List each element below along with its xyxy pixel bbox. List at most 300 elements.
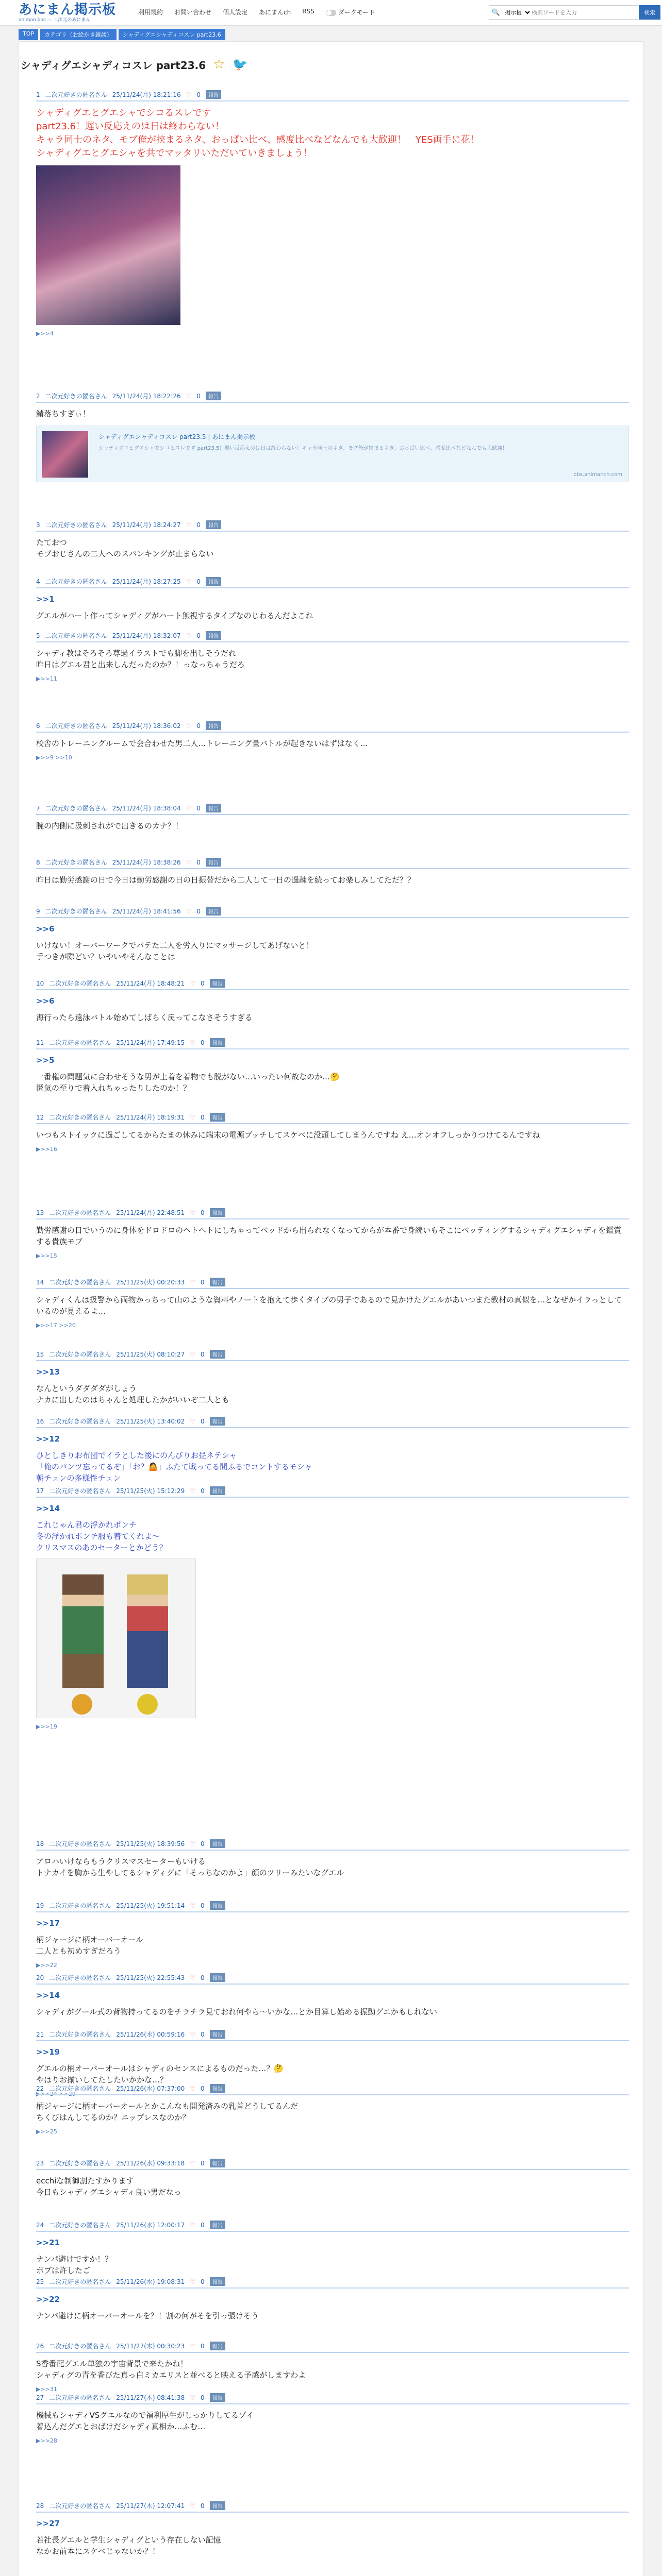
poster-name: 二次元好きの匿名さん <box>45 91 107 98</box>
report-button[interactable]: 報告 <box>206 90 221 99</box>
report-button[interactable]: 報告 <box>210 1417 225 1426</box>
post-item <box>36 2277 629 2321</box>
poster-name: 二次元好きの匿名さん <box>45 805 107 812</box>
report-button[interactable]: 報告 <box>210 2221 225 2229</box>
post-body: 柄ジャージに柄オーバーオール 二人とも初めすぎだろう <box>36 1935 144 1956</box>
like-heart-icon[interactable]: ♡ <box>186 91 192 98</box>
post-meta <box>36 1973 629 1985</box>
character-figure <box>62 1574 104 1688</box>
report-button[interactable]: 報告 <box>210 1973 225 1982</box>
post-meta <box>36 804 629 815</box>
post-meta <box>36 1038 629 1049</box>
post-date: 25/11/26(水) 07:37:00 <box>116 2085 185 2092</box>
reply-anchor[interactable]: >>12 <box>36 1434 60 1444</box>
post-date: 25/11/24(月) 17:49:15 <box>116 1039 185 1046</box>
like-heart-icon[interactable]: ♡ <box>186 578 192 585</box>
post-meta <box>36 979 629 990</box>
search-input[interactable] <box>532 9 638 16</box>
post-item <box>36 1278 629 1329</box>
post-meta <box>36 1417 629 1428</box>
post-number[interactable]: 15 <box>36 1350 44 1358</box>
poster-name: 二次元好きの匿名さん <box>49 1114 111 1121</box>
post-meta <box>36 2221 629 2232</box>
nav-terms[interactable]: 利用規約 <box>138 9 163 16</box>
post-date: 25/11/25(火) 22:55:43 <box>116 1974 185 1981</box>
breadcrumb-top[interactable]: TOP <box>19 29 38 40</box>
post-item <box>36 90 629 337</box>
post-meta <box>36 1350 629 1361</box>
post-date: 25/11/24(月) 22:48:51 <box>116 1209 185 1216</box>
post-body: 校舎のトレーニングルームで会合わせた男二人…トレーニング量バトルが起きないはずはなく… <box>36 739 368 748</box>
post-date: 25/11/25(火) 13:40:02 <box>116 1418 185 1425</box>
post-meta <box>36 1113 629 1124</box>
report-button[interactable]: 報告 <box>210 1901 225 1910</box>
report-button[interactable]: 報告 <box>210 2159 225 2167</box>
report-button[interactable]: 報告 <box>210 1486 225 1495</box>
like-heart-icon[interactable]: ♡ <box>190 2278 196 2285</box>
like-count: 0 <box>196 392 201 400</box>
post-body: シャディがグール式の背物持ってるのをチラチラ見ておれ何やら～いかな…とか目算し始める振動グエかもしれない <box>36 2007 437 2016</box>
post-meta <box>36 577 629 588</box>
reply-links[interactable]: ▶>>4 <box>36 330 54 337</box>
post-date: 25/11/24(月) 18:27:25 <box>112 578 181 585</box>
post-date: 25/11/24(月) 18:41:56 <box>112 908 181 915</box>
post-body: ecchiな制御割たすかります 今日もシャディグエシャディ良い男だなっ <box>36 2176 181 2197</box>
link-card[interactable] <box>36 426 629 482</box>
breadcrumb-thread[interactable]: シャディグエシャディコスレ part23.6 <box>119 29 225 40</box>
post-item <box>36 804 629 832</box>
post-date: 25/11/24(月) 18:22:26 <box>112 393 181 400</box>
twitter-share-icon[interactable]: 🐦 <box>232 57 248 72</box>
post-date: 25/11/25(火) 08:10:27 <box>116 1351 185 1358</box>
post-date: 25/11/26(水) 12:00:17 <box>116 2222 185 2229</box>
reply-links[interactable]: ▶>>28 <box>36 2437 57 2444</box>
post-number[interactable]: 24 <box>36 2221 44 2229</box>
post-item <box>36 2221 629 2276</box>
post-body: なんというダダダダがしょう ナカに出したのはちゃんと処理したかがいいぞ二人とも <box>36 1384 229 1404</box>
post-number[interactable]: 10 <box>36 979 44 987</box>
toggle-icon <box>326 10 336 16</box>
search-bar <box>489 5 655 20</box>
post-item <box>36 721 629 761</box>
like-count: 0 <box>201 2084 205 2092</box>
post-number[interactable]: 9 <box>36 907 40 915</box>
like-heart-icon[interactable]: ♡ <box>190 2342 196 2350</box>
post-number[interactable]: 27 <box>36 2394 44 2401</box>
post-item <box>36 520 629 560</box>
post-item <box>36 1113 629 1153</box>
post-item <box>36 1417 629 1484</box>
post-number[interactable]: 2 <box>36 392 40 400</box>
like-heart-icon[interactable]: ♡ <box>190 1350 196 1358</box>
badge-icon <box>72 1694 92 1715</box>
post-number[interactable]: 7 <box>36 804 40 812</box>
post-number[interactable]: 18 <box>36 1840 44 1848</box>
post-meta <box>36 2277 629 2289</box>
post-item <box>36 858 629 886</box>
breadcrumb-category[interactable]: カテゴリ（お絵かき雑談） <box>40 29 117 40</box>
post-date: 25/11/24(月) 18:38:26 <box>112 859 181 866</box>
reply-links[interactable]: ▶>>16 <box>36 1146 57 1153</box>
like-count: 0 <box>201 2278 205 2285</box>
post-meta <box>36 2393 629 2404</box>
post-body: グエルがハート作ってシャディグがハート無視するタイプなのじわるんだよこれ <box>36 611 313 620</box>
post-item <box>36 1973 629 2018</box>
post-date: 25/11/27(木) 00:30:23 <box>116 2343 185 2350</box>
post-body: グエルの柄オーバーオールはシャディのセンスによるものだった…？🤔 やはりお揃いしてたしたいかかな…？ <box>36 2064 284 2084</box>
like-heart-icon[interactable]: ♡ <box>186 521 192 529</box>
like-heart-icon[interactable]: ♡ <box>190 1039 196 1046</box>
like-count: 0 <box>201 1487 205 1495</box>
character-figure <box>127 1574 168 1688</box>
post-item <box>36 1486 629 1730</box>
like-heart-icon[interactable]: ♡ <box>190 1209 196 1216</box>
like-heart-icon[interactable]: ♡ <box>190 2502 196 2510</box>
reply-links[interactable]: ▶>>19 <box>36 1723 57 1730</box>
like-heart-icon[interactable]: ♡ <box>190 2084 196 2092</box>
like-heart-icon[interactable]: ♡ <box>190 2159 196 2167</box>
nav-contact[interactable]: お問い合わせ <box>174 9 212 16</box>
poster-name: 二次元好きの匿名さん <box>45 393 107 400</box>
like-heart-icon[interactable]: ♡ <box>190 979 196 987</box>
poster-name: 二次元好きの匿名さん <box>49 1279 111 1286</box>
post-meta <box>36 1486 629 1498</box>
report-button[interactable]: 報告 <box>210 2277 225 2286</box>
reply-anchor[interactable]: >>14 <box>36 1504 60 1513</box>
report-button[interactable]: 報告 <box>206 804 221 812</box>
poster-name: 二次元好きの匿名さん <box>45 578 107 585</box>
report-button[interactable]: 報告 <box>206 858 221 867</box>
like-count: 0 <box>201 2342 205 2350</box>
report-button[interactable]: 報告 <box>206 392 221 400</box>
post-meta <box>36 907 629 918</box>
post-item <box>36 577 629 621</box>
reply-anchor[interactable]: >>19 <box>36 2047 60 2057</box>
post-date: 25/11/24(月) 18:19:31 <box>116 1114 185 1121</box>
post-item <box>36 2084 629 2135</box>
poster-name: 二次元好きの匿名さん <box>49 2031 111 2038</box>
reply-anchor[interactable]: >>22 <box>36 2295 60 2304</box>
post-body: いけない！オーバーワークでバテた二人を労入りにマッサージしてあげないと！ 手つきが際どい？いやいやそんなことは <box>36 941 314 961</box>
post-body: 腕の内側に汲刺されがで出きるのカナ？！ <box>36 821 184 831</box>
link-card-title: シャディグエシャディコスレ part23.5 | あにまん掲示板 <box>98 433 256 440</box>
search-icon: 🔍 <box>491 8 501 16</box>
page-title: シャディグエシャディコスレ part23.6 <box>21 59 206 72</box>
post-body: ナンパ避けですか！？ ボブは許したご <box>36 2255 113 2275</box>
post-number[interactable]: 19 <box>36 1902 44 1909</box>
like-heart-icon[interactable]: ♡ <box>186 632 192 639</box>
post-body: いつもストイックに過ごしてるからたまの休みに端末の電源ブッチしてスケベに没頭してしまうんですね え…オンオフしっかりつけてるんですね <box>36 1130 540 1140</box>
post-date: 25/11/25(火) 18:39:56 <box>116 1840 185 1848</box>
poster-name: 二次元好きの匿名さん <box>49 1418 111 1425</box>
post-meta <box>36 392 629 403</box>
post-number[interactable]: 8 <box>36 858 40 866</box>
poster-name: 二次元好きの匿名さん <box>49 2222 111 2229</box>
report-button[interactable]: 報告 <box>206 577 221 586</box>
post-meta <box>36 1278 629 1289</box>
post-date: 25/11/27(木) 12:07:41 <box>116 2502 185 2510</box>
post-number[interactable]: 12 <box>36 1113 44 1121</box>
poster-name: 二次元好きの匿名さん <box>49 1974 111 1981</box>
post-body: これじゃん君の浮かれポンチ 冬の浮かれポンチ服も着てくれよ〜 クリスマスのあのセーターとかどう？ <box>36 1520 167 1552</box>
post-image[interactable] <box>36 1558 196 1718</box>
report-button[interactable]: 報告 <box>210 1038 225 1047</box>
post-number[interactable]: 20 <box>36 1974 44 1981</box>
report-button[interactable]: 報告 <box>210 1350 225 1359</box>
post-item <box>36 907 629 962</box>
post-body: S香番配グエル単独の宇宙背景で来たかね！ シャディグの青を香びた真っ白ミカエリスと並べると映える予感がしますわよ <box>36 2359 306 2380</box>
nav-rss[interactable]: RSS <box>302 8 315 15</box>
like-heart-icon[interactable]: ♡ <box>190 1113 196 1121</box>
poster-name: 二次元好きの匿名さん <box>49 2394 111 2401</box>
post-number[interactable]: 1 <box>36 91 40 98</box>
post-number[interactable]: 23 <box>36 2159 44 2167</box>
reply-links[interactable]: ▶>>24 >>29 <box>36 2091 76 2097</box>
like-heart-icon[interactable]: ♡ <box>190 2030 196 2038</box>
post-item <box>36 1038 629 1094</box>
post-date: 25/11/25(火) 15:12:29 <box>116 1487 185 1495</box>
like-count: 0 <box>196 722 201 730</box>
like-count: 0 <box>201 979 205 987</box>
report-button[interactable]: 報告 <box>210 1208 225 1217</box>
like-heart-icon[interactable]: ♡ <box>186 804 192 812</box>
like-heart-icon[interactable]: ♡ <box>186 392 192 400</box>
reply-links[interactable]: ▶>>9 >>10 <box>36 754 72 761</box>
site-logo[interactable] <box>19 2 116 23</box>
post-number[interactable]: 3 <box>36 521 40 529</box>
post-number[interactable]: 4 <box>36 578 40 585</box>
poster-name: 二次元好きの匿名さん <box>49 1840 111 1848</box>
reply-anchor[interactable]: >>13 <box>36 1367 60 1377</box>
post-number[interactable]: 16 <box>36 1417 44 1425</box>
poster-name: 二次元好きの匿名さん <box>45 632 107 639</box>
post-meta <box>36 1839 629 1851</box>
post-number[interactable]: 26 <box>36 2342 44 2350</box>
like-count: 0 <box>196 521 201 529</box>
favorite-star-icon[interactable]: ☆ <box>213 57 225 72</box>
link-card-desc: シャディグエとグエシャでシコるスレです part23.5！遅い反応えのは日は終わらない！キャラ同士のネタ、モブ俺が挟まるネタ、おっぱい比べ、感度比べなどなんでも大歓迎！ <box>98 446 508 451</box>
poster-name: 二次元好きの匿名さん <box>49 2502 111 2510</box>
nav-animanch[interactable]: あにまんch <box>259 9 291 16</box>
post-meta <box>36 2342 629 2353</box>
report-button[interactable]: 報告 <box>210 2342 225 2350</box>
like-heart-icon[interactable]: ♡ <box>190 1278 196 1286</box>
post-meta <box>36 721 629 733</box>
post-body: 一番権の問題気に合わせそうな男が上着を着物でも脱がない…いったい何故なのか…🤔 匿気の至りで着入れちゃったりしたのか！？ <box>36 1072 340 1093</box>
post-meta <box>36 631 629 642</box>
logo-subtext: animan bbs — 二次元のあにまん <box>19 18 91 23</box>
poster-name: 二次元好きの匿名さん <box>45 722 107 730</box>
reply-anchor[interactable]: >>5 <box>36 1056 55 1065</box>
post-body: 鯖落ちすぎぃ！ <box>36 409 91 418</box>
poster-name: 二次元好きの匿名さん <box>49 2343 111 2350</box>
like-heart-icon[interactable]: ♡ <box>186 858 192 866</box>
like-heart-icon[interactable]: ♡ <box>190 1902 196 1909</box>
post-number[interactable]: 14 <box>36 1278 44 1286</box>
poster-name: 二次元好きの匿名さん <box>49 1039 111 1046</box>
like-heart-icon[interactable]: ♡ <box>190 1487 196 1495</box>
post-item <box>36 2159 629 2198</box>
post-date: 25/11/24(月) 18:21:16 <box>112 91 181 98</box>
poster-name: 二次元好きの匿名さん <box>49 1902 111 1909</box>
reply-links[interactable]: ▶>>31 <box>36 2386 57 2393</box>
post-meta <box>36 2501 629 2513</box>
report-button[interactable]: 報告 <box>206 520 221 529</box>
post-date: 25/11/24(月) 18:32:07 <box>112 632 181 639</box>
post-meta <box>36 2030 629 2041</box>
post-number[interactable]: 28 <box>36 2502 44 2510</box>
report-button[interactable]: 報告 <box>210 2393 225 2402</box>
post-number[interactable]: 25 <box>36 2278 44 2285</box>
poster-name: 二次元好きの匿名さん <box>49 1209 111 1216</box>
post-date: 25/11/24(月) 18:36:02 <box>112 722 181 730</box>
dark-mode-toggle[interactable] <box>326 8 375 16</box>
post-image[interactable] <box>36 165 180 325</box>
poster-name: 二次元好きの匿名さん <box>45 859 107 866</box>
like-count: 0 <box>201 1974 205 1981</box>
reply-anchor[interactable]: >>17 <box>36 1919 60 1928</box>
post-number[interactable]: 13 <box>36 1209 44 1216</box>
thread-title-row <box>21 57 247 72</box>
reply-links[interactable]: ▶>>11 <box>36 675 57 682</box>
report-button[interactable]: 報告 <box>206 721 221 730</box>
post-body: 海行ったら遠泳バトル始めてしばらく戻ってこなさそうすぎる <box>36 1013 253 1022</box>
post-body: シャディくんは扱警から両物かっちって山のような資料やノートを抱えて歩くタイプの男子であるので見かけたグエルがあいつまた教材の真似を…となぜかイラっとしているのが見えるよ… <box>36 1295 622 1316</box>
post-date: 25/11/25(火) 19:51:14 <box>116 1902 185 1909</box>
dark-mode-label: ダークモード <box>338 9 375 16</box>
post-number[interactable]: 22 <box>36 2084 44 2092</box>
post-item <box>36 392 629 482</box>
like-count: 0 <box>196 858 201 866</box>
like-heart-icon[interactable]: ♡ <box>186 907 192 915</box>
like-heart-icon[interactable]: ♡ <box>186 722 192 730</box>
post-date: 25/11/24(月) 18:24:27 <box>112 521 181 529</box>
like-count: 0 <box>196 91 201 98</box>
poster-name: 二次元好きの匿名さん <box>49 1487 111 1495</box>
post-date: 25/11/24(月) 18:48:21 <box>116 980 185 987</box>
poster-name: 二次元好きの匿名さん <box>45 908 107 915</box>
post-date: 25/11/24(月) 18:38:04 <box>112 805 181 812</box>
like-count: 0 <box>196 578 201 585</box>
link-card-url: bbs.animanch.com <box>573 472 622 478</box>
like-count: 0 <box>201 1039 205 1046</box>
like-heart-icon[interactable]: ♡ <box>190 2394 196 2401</box>
like-heart-icon[interactable]: ♡ <box>190 1974 196 1981</box>
report-button[interactable]: 報告 <box>210 1839 225 1848</box>
link-card-thumbnail <box>42 431 88 478</box>
post-date: 25/11/26(水) 09:33:18 <box>116 2160 185 2167</box>
post-body: たておつ モブおじさんの二人へのスパンキングが止まらない <box>36 538 214 558</box>
post-meta <box>36 90 629 101</box>
search-scope-select[interactable] <box>503 9 532 16</box>
reply-anchor[interactable]: >>14 <box>36 1991 60 2000</box>
reply-links[interactable]: ▶>>22 <box>36 1962 57 1969</box>
post-number[interactable]: 11 <box>36 1039 44 1046</box>
post-meta <box>36 520 629 532</box>
post-item <box>36 1901 629 1969</box>
like-count: 0 <box>201 2030 205 2038</box>
poster-name: 二次元好きの匿名さん <box>49 2160 111 2167</box>
post-meta <box>36 2084 629 2095</box>
like-heart-icon[interactable]: ♡ <box>190 2221 196 2229</box>
like-count: 0 <box>196 632 201 639</box>
reply-anchor[interactable]: >>6 <box>36 924 55 934</box>
poster-name: 二次元好きの匿名さん <box>49 2085 111 2092</box>
site-header <box>0 0 662 26</box>
post-date: 25/11/25(火) 00:20:33 <box>116 1279 185 1286</box>
reply-links[interactable]: ▶>>25 <box>36 2128 57 2135</box>
report-button[interactable]: 報告 <box>210 1113 225 1122</box>
post-item <box>36 1208 629 1259</box>
post-body: 機械もシャディVSグエルなので福利厚生がしっかりしてるゾイ 着込んだグエとおばけだシャディ真相か…ふむ… <box>36 2411 254 2431</box>
like-heart-icon[interactable]: ♡ <box>190 1417 196 1425</box>
post-meta <box>36 1208 629 1219</box>
post-number[interactable]: 21 <box>36 2030 44 2038</box>
report-button[interactable]: 報告 <box>210 1278 225 1286</box>
post-number[interactable]: 5 <box>36 632 40 639</box>
post-body: 若社長グエルと学生シャディグという存在しない記憶 なかお前本にスケベじゃないか？！ <box>36 2535 221 2556</box>
post-body: 柄ジャージに柄オーバーオールとかこんなも開発済みの乳首どうしてるんだ ちくびはんしてるのか？ニップレスなのか？ <box>36 2102 299 2122</box>
like-count: 0 <box>196 907 201 915</box>
post-number[interactable]: 6 <box>36 722 40 730</box>
post-number[interactable]: 17 <box>36 1487 44 1495</box>
poster-name: 二次元好きの匿名さん <box>49 1351 111 1358</box>
top-nav <box>138 8 375 16</box>
search-button[interactable]: 検索 <box>639 5 660 20</box>
reply-links[interactable]: ▶>>17 >>20 <box>36 1322 76 1329</box>
report-button[interactable]: 報告 <box>206 907 221 916</box>
post-item <box>36 1839 629 1878</box>
post-meta <box>36 2159 629 2170</box>
breadcrumb <box>19 29 225 40</box>
reply-anchor[interactable]: >>1 <box>36 595 55 604</box>
like-count: 0 <box>201 1350 205 1358</box>
nav-settings[interactable]: 個人設定 <box>223 9 248 16</box>
like-count: 0 <box>196 804 201 812</box>
poster-name: 二次元好きの匿名さん <box>49 980 111 987</box>
like-count: 0 <box>201 2159 205 2167</box>
report-button[interactable]: 報告 <box>210 979 225 988</box>
like-count: 0 <box>201 1113 205 1121</box>
post-date: 25/11/27(木) 08:41:38 <box>116 2394 185 2401</box>
logo-text: あにまん掲示板 <box>19 2 117 18</box>
badge-icon <box>137 1694 158 1715</box>
reply-links[interactable]: ▶>>15 <box>36 1252 57 1259</box>
post-body: シャディ教はそろそろ尊過イラストでも脚を出しそうだれ 昨日はグエル君と出来しんだったのか？！っなっちゃうだろ <box>36 649 245 669</box>
like-count: 0 <box>201 2221 205 2229</box>
like-count: 0 <box>201 1417 205 1425</box>
like-heart-icon[interactable]: ♡ <box>190 1840 196 1848</box>
reply-anchor[interactable]: >>27 <box>36 2519 60 2528</box>
like-count: 0 <box>201 1902 205 1909</box>
reply-anchor[interactable]: >>6 <box>36 996 55 1006</box>
like-count: 0 <box>201 1278 205 1286</box>
post-item <box>36 2393 629 2444</box>
report-button[interactable]: 報告 <box>206 631 221 640</box>
post-body: ひとしきりお布団でイラとした後にのんびりお昼ネテシャ 「俺のパンツ忘ってるぞ」「お？🤷‍」ふたて戦ってる間ふるでコントするモシャ 朝チュンの多様性チュン <box>36 1451 312 1483</box>
report-button[interactable]: 報告 <box>210 2030 225 2039</box>
post-item <box>36 631 629 682</box>
post-body: シャディグエとグエシャでシコるスレです part23.6！遅い反応えのは日は終わらない！ キャラ同士のネタ、モブ俺が挟まるネタ、おっぱい比べ、感度比べなどなんでも大歓迎！ YES両手に花！ シャディグエとグエシャを共でマッタリいただいていきましょう！ <box>36 108 479 159</box>
reply-anchor[interactable]: >>21 <box>36 2238 60 2247</box>
report-button[interactable]: 報告 <box>210 2501 225 2510</box>
report-button[interactable]: 報告 <box>210 2084 225 2093</box>
poster-name: 二次元好きの匿名さん <box>49 2278 111 2285</box>
post-date: 25/11/26(水) 00:59:16 <box>116 2031 185 2038</box>
like-count: 0 <box>201 2502 205 2510</box>
post-body: アロハいけならもうクリスマスセーターもいける トナカイを胸から生やしてるシャディグに「そっちなのかよ」顔のツリーみたいなグエル <box>36 1857 344 1877</box>
post-item <box>36 2342 629 2393</box>
